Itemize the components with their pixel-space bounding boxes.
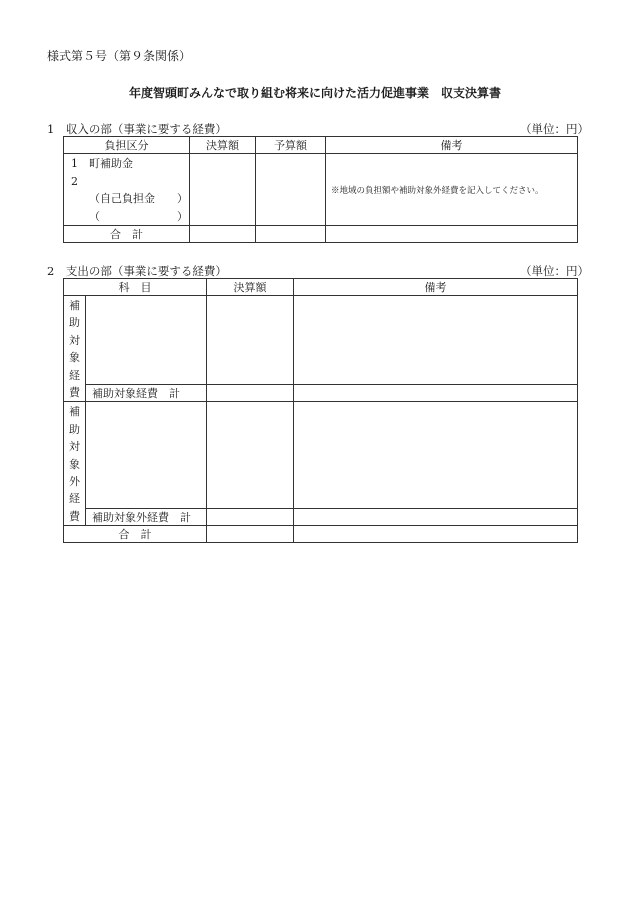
income-line-blank: （ ） (89, 209, 188, 223)
header-item: 科 目 (64, 279, 207, 296)
eligible-settled-cell[interactable] (207, 296, 294, 385)
ineligible-items-cell[interactable] (86, 402, 207, 509)
income-unit: （単位：円） (520, 122, 589, 136)
eligible-expense-label: 補 助 対 象 経 費 (64, 296, 86, 402)
expense-heading: 2 支出の部（事業に要する経費） (47, 264, 227, 278)
income-budget-cell[interactable] (256, 154, 326, 226)
expense-total-label: 合 計 (64, 526, 207, 543)
expense-header-row (64, 279, 578, 296)
income-header-row (64, 137, 578, 154)
form-number: 様式第５号（第９条関係） (47, 49, 192, 63)
expense-total-row (64, 526, 578, 543)
eligible-items-cell[interactable] (86, 296, 207, 385)
expense-unit: （単位：円） (520, 264, 589, 278)
income-line-self-pay: （自己負担金 ） (89, 192, 188, 205)
income-body-row (64, 154, 578, 226)
document-title: 年度智頭町みんなで取り組む将来に向けた活力促進事業 収支決算書 (128, 86, 501, 100)
income-line-2: 2 (71, 174, 78, 188)
header-settled: 決算額 (207, 279, 294, 296)
expense-total-settled[interactable] (207, 526, 294, 543)
income-remarks-note: ※地域の負担額や補助対象外経費を記入してください。 (326, 154, 578, 226)
ineligible-subtotal-row (64, 509, 578, 526)
eligible-subtotal-settled[interactable] (207, 385, 294, 402)
header-budget: 予算額 (256, 137, 326, 154)
ineligible-remarks-cell[interactable] (294, 402, 578, 509)
header-settled: 決算額 (190, 137, 256, 154)
income-total-budget[interactable] (256, 226, 326, 243)
income-line-town-subsidy: 1 町補助金 (71, 157, 133, 170)
header-category: 負担区分 (64, 137, 190, 154)
income-table (63, 136, 578, 243)
ineligible-settled-cell[interactable] (207, 402, 294, 509)
income-total-row (64, 226, 578, 243)
expense-total-remarks[interactable] (294, 526, 578, 543)
income-heading: 1 収入の部（事業に要する経費） (47, 122, 227, 136)
ineligible-subtotal-label: 補助対象外経費 計 (86, 509, 207, 526)
eligible-subtotal-remarks[interactable] (294, 385, 578, 402)
ineligible-items-row (64, 402, 578, 509)
income-category-cell (64, 154, 190, 226)
eligible-remarks-cell[interactable] (294, 296, 578, 385)
income-settled-cell[interactable] (190, 154, 256, 226)
income-total-remarks[interactable] (326, 226, 578, 243)
ineligible-expense-label: 補 助 対 象 外 経 費 (64, 402, 86, 526)
header-remarks: 備考 (326, 137, 578, 154)
header-remarks: 備考 (294, 279, 578, 296)
eligible-subtotal-label: 補助対象経費 計 (86, 385, 207, 402)
ineligible-subtotal-remarks[interactable] (294, 509, 578, 526)
ineligible-subtotal-settled[interactable] (207, 509, 294, 526)
eligible-items-row (64, 296, 578, 385)
income-total-label: 合 計 (64, 226, 190, 243)
expense-table (63, 278, 578, 543)
eligible-subtotal-row (64, 385, 578, 402)
income-total-settled[interactable] (190, 226, 256, 243)
